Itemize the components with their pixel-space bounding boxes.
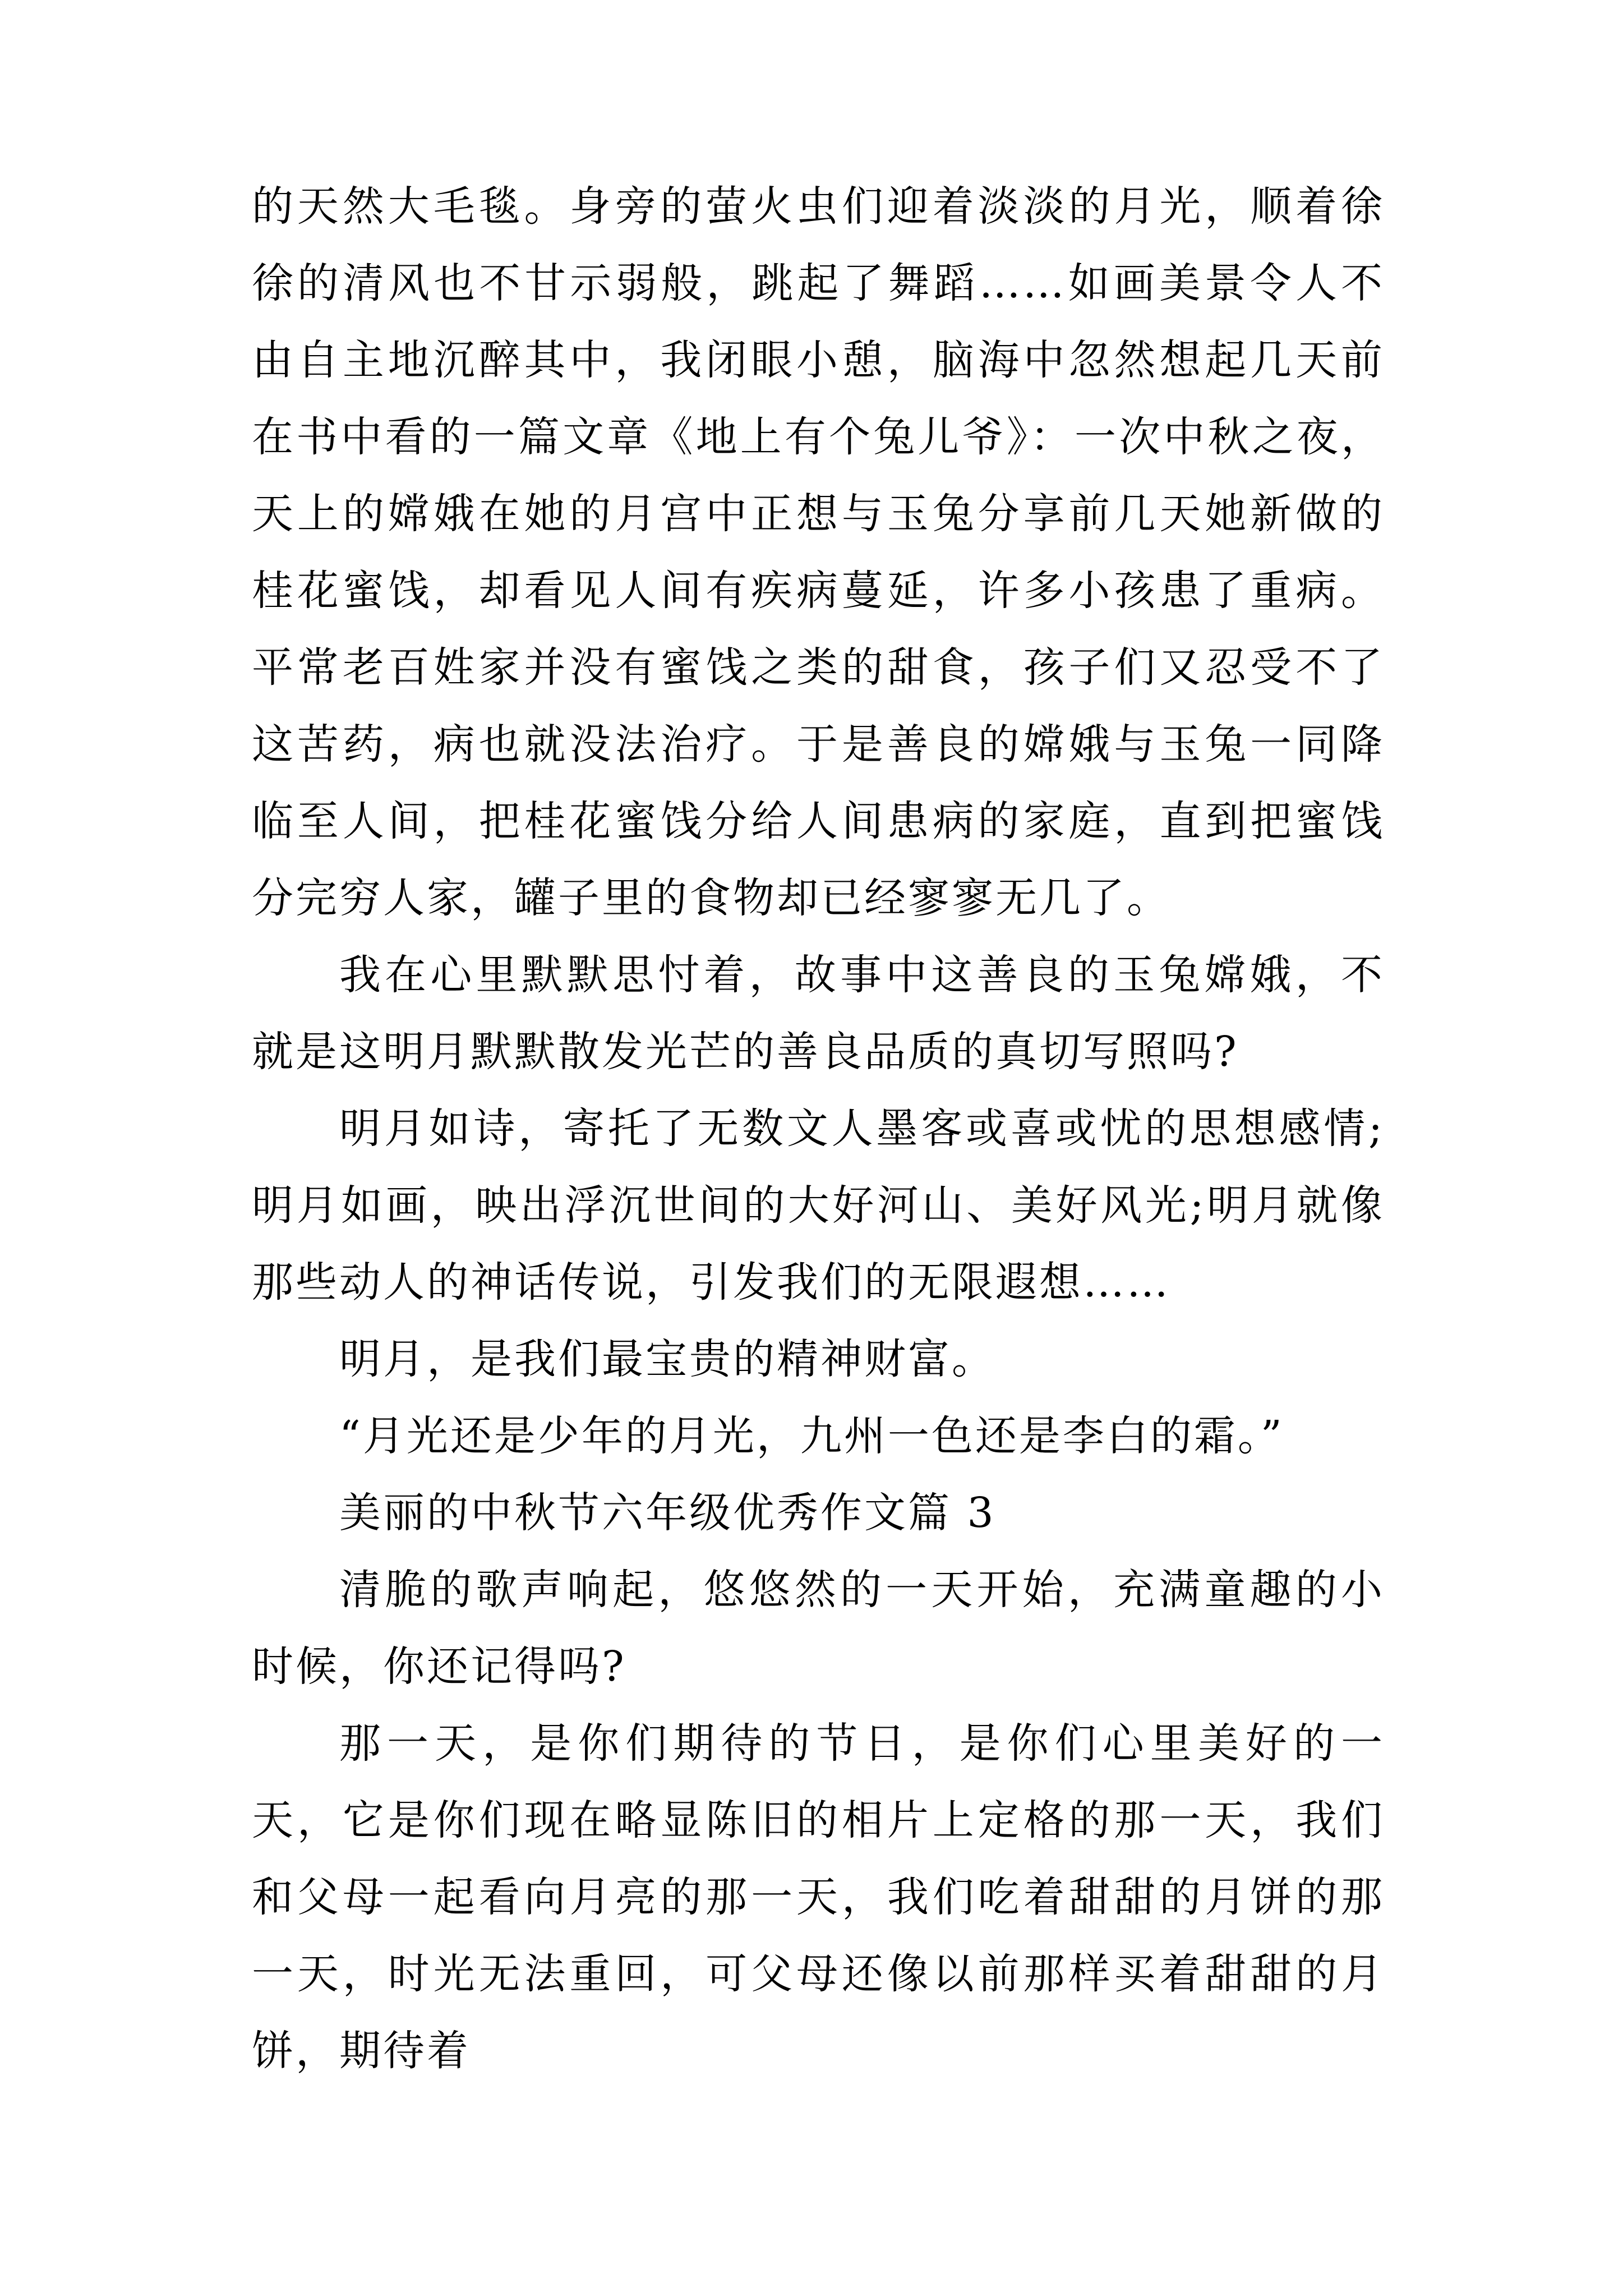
paragraph: 那一天，是你们期待的节日，是你们心里美好的一天，它是你们现在略显陈旧的相片上定格的那一天，我们和父母一起看向月亮的那一天，我们吃着甜甜的月饼的那一天，时光无法重回，可父母还像以前那样买着甜甜的月饼，期待着 [252, 1719, 1385, 2075]
section-heading: 美丽的中秋节六年级优秀作文篇 3 [339, 1489, 996, 1537]
paragraph: 清脆的歌声响起，悠悠然的一天开始，充满童趣的小时候，你还记得吗? [252, 1566, 1385, 1691]
paragraph-continued: 的天然大毛毯。身旁的萤火虫们迎着淡淡的月光，顺着徐徐的清风也不甘示弱般，跳起了舞蹈……如画美景令人不由自主地沉醉其中，我闭眼小憩，脑海中忽然想起几天前在书中看的一篇文章《地上有个兔儿爷》：一次中秋之夜，天上的嫦娥在她的月宫中正想与玉兔分享前几天她新做的桂花蜜饯，却看见人间有疾病蔓延，许多小孩患了重病。平常老百姓家并没有蜜饯之类的甜食，孩子们又忍受不了这苦药，病也就没法治疗。于是善良的嫦娥与玉兔一同降临至人间，把桂花蜜饯分给人间患病的家庭，直到把蜜饯分完穷人家，罐子里的食物却已经寥寥无几了。 [252, 182, 1385, 922]
paragraph: 明月如诗，寄托了无数文人墨客或喜或忧的思想感情;明月如画，映出浮沉世间的大好河山、美好风光;明月就像那些动人的神话传说，引发我们的无限遐想…… [252, 1105, 1385, 1306]
essay-body [252, 168, 1385, 2090]
paragraph: 我在心里默默思忖着，故事中这善良的玉兔嫦娥，不就是这明月默默散发光芒的善良品质的真切写照吗? [252, 951, 1385, 1076]
paragraph: 明月，是我们最宝贵的精神财富。 [339, 1335, 995, 1383]
quote-paragraph: “月光还是少年的月光，九州一色还是李白的霜。” [339, 1412, 1284, 1460]
